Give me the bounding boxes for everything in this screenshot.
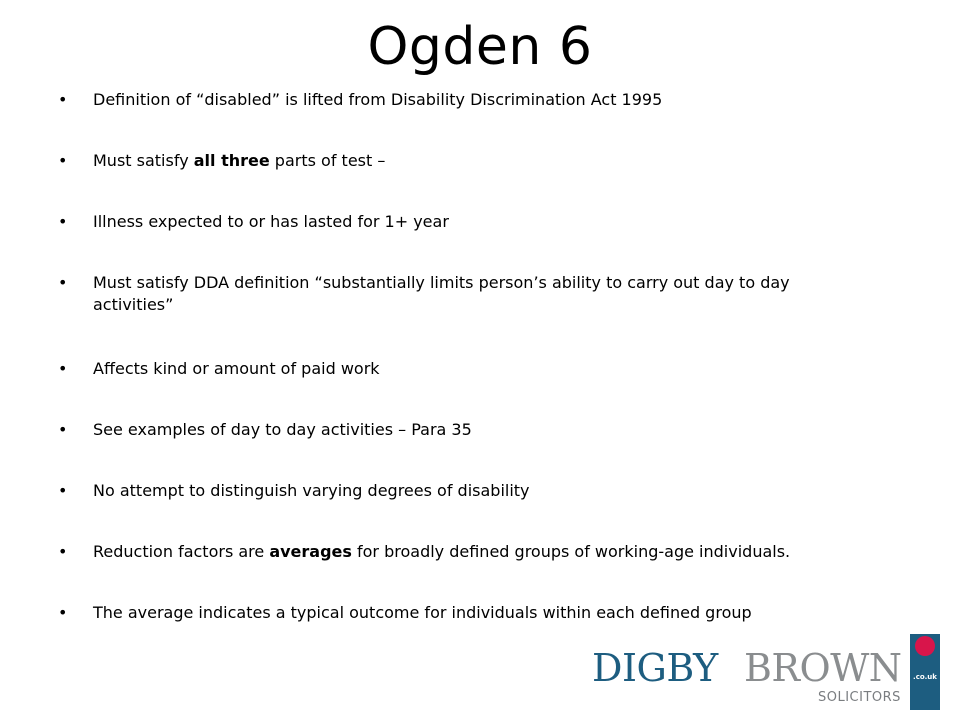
bullet-item <box>58 419 858 441</box>
logo-word-digby: DIGBY <box>592 646 718 690</box>
bullet-item <box>58 211 858 233</box>
logo-dot-icon <box>915 636 935 656</box>
bullet-text: See examples of day to day activities – Para 35 <box>93 420 472 439</box>
bullet-item <box>58 480 858 502</box>
bullet-text-bold: averages <box>269 542 352 561</box>
bullet-dot: • <box>58 359 68 378</box>
bullet-dot: • <box>58 481 68 500</box>
logo-subtitle: SOLICITORS <box>818 690 901 705</box>
bullet-text-part: Must satisfy <box>93 151 194 170</box>
bullet-text: Must satisfy DDA definition “substantially limits person’s ability to carry out day to day activities” <box>93 273 790 314</box>
bullet-text-bold: all three <box>193 151 270 170</box>
bullet-text: The average indicates a typical outcome for individuals within each defined group <box>93 603 752 622</box>
bullet-dot: • <box>58 420 68 439</box>
digby-brown-logo <box>592 634 954 712</box>
bullet-dot: • <box>58 542 68 561</box>
bullet-dot: • <box>58 90 68 109</box>
bullet-text-part: parts of test – <box>269 151 386 170</box>
bullet-text: Affects kind or amount of paid work <box>93 359 380 378</box>
bullet-dot: • <box>58 603 68 622</box>
bullet-text-part: Reduction factors are <box>93 542 270 561</box>
bullet-text <box>93 150 858 172</box>
bullet-item <box>58 272 858 316</box>
bullet-item <box>58 541 858 563</box>
bullet-item <box>58 602 858 624</box>
bullet-item <box>58 89 858 111</box>
bullet-text: Illness expected to or has lasted for 1+ year <box>93 212 449 231</box>
bullet-dot: • <box>58 212 68 231</box>
bullet-dot: • <box>58 151 68 170</box>
bullet-item <box>58 150 858 172</box>
bullet-text-part: for broadly defined groups of working-age individuals. <box>351 542 791 561</box>
bullet-text: No attempt to distinguish varying degrees of disability <box>93 481 530 500</box>
slide-title: Ogden 6 <box>367 17 593 77</box>
logo-domain: .co.uk <box>913 673 937 681</box>
bullet-item <box>58 358 858 380</box>
logo-word-brown: BROWN <box>744 646 902 690</box>
bullet-dot: • <box>58 273 68 292</box>
bullet-text <box>93 541 858 563</box>
bullet-text: Definition of “disabled” is lifted from Disability Discrimination Act 1995 <box>93 90 663 109</box>
